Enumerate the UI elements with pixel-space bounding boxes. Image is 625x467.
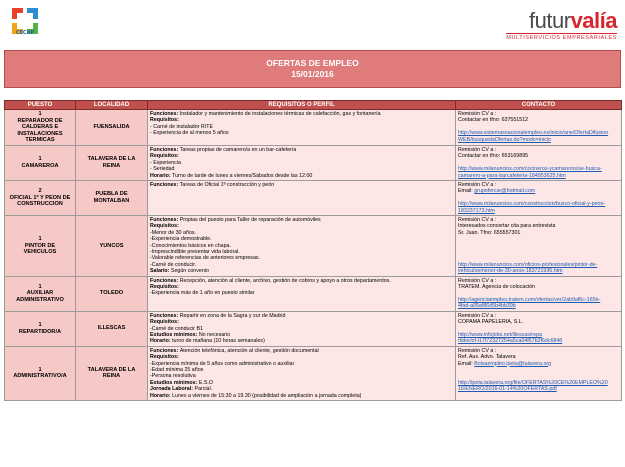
puesto-cell-line: 1 <box>38 366 42 373</box>
field-label: Requisitos: <box>150 319 179 326</box>
puesto-cell <box>5 216 76 277</box>
puesto-cell-line: CAMAREROA <box>21 162 59 169</box>
localidad-cell-line: TALAVERA DE LA <box>87 156 136 163</box>
table-row <box>5 110 622 146</box>
contact-text: Email: <box>458 188 475 195</box>
localidad-cell <box>76 216 148 277</box>
puesto-cell <box>5 181 76 216</box>
table-row <box>5 216 622 277</box>
field-value: Lunes a viernes de 15:30 a 19.30 (posibilidad de ampliación a jornada completa) <box>172 392 362 399</box>
field-label: Horario: <box>150 392 173 399</box>
field-value: turno de mañana (10 horas semanales) <box>172 338 265 345</box>
field-value: Según convenio <box>170 268 209 275</box>
field-value: Recepción, atención al cliente, archivo, gestión de cobros y apoyo a otros departamentos. <box>179 277 391 284</box>
field-value: Turno de tarde de lunes a viernes/Sábados desde las 12:00 <box>172 172 313 179</box>
requisitos-line <box>150 130 453 136</box>
column-header: LOCALIDAD <box>76 101 148 110</box>
puesto-cell-line: INSTALACIONES <box>17 130 63 137</box>
field-value: -Experiencia demostrable. <box>150 236 212 243</box>
offer-link-text[interactable]: 16/ENERO/2016-01-14%20OFERTAS.pdf <box>458 386 557 393</box>
field-label: Estudios mínimos: <box>150 379 199 386</box>
puesto-cell-line: 1 <box>38 111 42 117</box>
offer-link-text[interactable]: 183237173.htm <box>458 207 495 214</box>
contact-text: Remisión CV a : <box>458 277 497 284</box>
offer-link[interactable] <box>458 303 619 309</box>
field-value: -Imprescindible presentar vida laboral. <box>150 249 240 256</box>
contact-text: Remisión CV a : <box>458 111 497 117</box>
logo-word-part2: valía <box>570 8 617 33</box>
puesto-cell <box>5 311 76 346</box>
requisitos-cell <box>148 311 456 346</box>
contacto-cell <box>456 346 622 400</box>
field-value: -Edad mínima 25 años <box>150 366 204 373</box>
localidad-cell-line: REINA <box>102 162 121 169</box>
contacto-cell <box>456 311 622 346</box>
field-label: Requisitos: <box>150 354 179 361</box>
offer-link-text[interactable]: http://agenciaempleo.tratem.com/ofertas/ver/2ab9af6c-165b- <box>458 296 601 303</box>
localidad-cell <box>76 181 148 216</box>
field-value: Propias del puesto para Taller de reparación de automóviles <box>179 217 321 224</box>
contacto-cell <box>456 181 622 216</box>
field-value: - Carné de instalador RITE <box>150 123 214 130</box>
localidad-cell <box>76 276 148 311</box>
contact-text: Contactar en tfno: 653169895 <box>458 153 529 160</box>
puesto-cell-line: REPARADOR DE <box>17 117 63 124</box>
puesto-cell <box>5 110 76 146</box>
field-value: No necesario <box>198 331 231 338</box>
field-label: Funciones: <box>150 217 180 224</box>
table-row <box>5 311 622 346</box>
contact-text: Email: <box>458 360 475 367</box>
requisitos-line <box>150 268 453 274</box>
puesto-cell-line: REPARTIDOR/A <box>18 328 62 335</box>
offer-link-text[interactable]: http://ipeta.talavera.org/file/OFERTAS%20CE%20EMPLEO%20 <box>458 379 608 386</box>
field-value: Atención telefónica, atención al cliente, gestión documental <box>179 347 319 354</box>
field-label: Funciones: <box>150 277 180 284</box>
requisitos-line <box>150 338 453 344</box>
offer-link-text[interactable]: http://www.infojobs.net/illescas/repa <box>458 331 542 338</box>
futurvalia-logo <box>506 10 617 41</box>
field-label: Funciones: <box>150 111 180 117</box>
contacto-cell <box>456 216 622 277</box>
table-row <box>5 276 622 311</box>
contacto-cell <box>456 110 622 146</box>
localidad-cell-line: REINA <box>102 373 121 380</box>
localidad-cell-line: MONTALBÁN <box>93 198 130 204</box>
field-value: -Carné de conducir B1 <box>150 325 203 332</box>
puesto-cell <box>5 145 76 180</box>
offer-link-text[interactable]: WEB/busquedaOfertas.do?modo=inicio <box>458 136 551 143</box>
field-value: -Experiencia más de 1 año en puesto similar <box>150 290 255 297</box>
contact-text: Remisión CV a : <box>458 146 497 153</box>
requisitos-cell <box>148 276 456 311</box>
column-header: CONTACTO <box>456 101 622 110</box>
contact-text: Remisión CV a : <box>458 182 497 188</box>
localidad-cell-line: ILLESCAS <box>97 325 126 332</box>
field-value: - Experiencia de al menos 5 años <box>150 130 229 137</box>
field-label: Jornada Laboral: <box>150 386 195 393</box>
field-label: Salario: <box>150 268 171 275</box>
field-value: Parcial. <box>194 386 213 393</box>
offer-link-text[interactable]: camarero-a-para-barcafeteria-184953625.htm <box>458 172 566 179</box>
requisitos-line <box>150 290 453 296</box>
puesto-cell-line: TÉRMICAS <box>25 137 55 144</box>
offer-link[interactable] <box>458 386 619 392</box>
puesto-cell-line: 1 <box>38 283 42 290</box>
localidad-cell-line: TALAVERA DE LA <box>87 366 136 373</box>
requisitos-cell <box>148 346 456 400</box>
field-label: Requisitos: <box>150 284 179 291</box>
contacto-cell <box>456 276 622 311</box>
requisitos-cell <box>148 145 456 180</box>
offer-link-text[interactable]: 4fad-a05af86d5b4bb39b <box>458 303 516 310</box>
field-value: -Persona resolutiva <box>150 373 196 380</box>
puesto-cell <box>5 276 76 311</box>
contact-text: TRATEM. Agencia de colocación <box>458 284 536 291</box>
email-link[interactable]: Bolsaempleo.ipeta@talavera.org <box>474 360 552 367</box>
requisitos-cell <box>148 216 456 277</box>
localidad-cell <box>76 346 148 400</box>
offer-link[interactable] <box>458 338 619 344</box>
offers-table <box>4 100 622 401</box>
field-value: -Experiencia mínima de 5 años como administrativo o auxiliar <box>150 360 295 367</box>
field-label: Horario: <box>150 172 173 179</box>
field-label: Horario: <box>150 338 173 345</box>
field-value: Tareas de Oficial 1ª construcción y peón <box>179 182 275 188</box>
offer-link-text[interactable]: vehiculoemenor-de-30-anos-183721936.htm <box>458 268 563 275</box>
field-label: Funciones: <box>150 146 180 153</box>
puesto-cell-line: CALDERAS E <box>21 124 59 131</box>
field-value: -Carné de conducir. <box>150 261 197 268</box>
field-label: Estudios mínimos: <box>150 331 199 338</box>
table-row <box>5 145 622 180</box>
localidad-cell <box>76 145 148 180</box>
field-label: Funciones: <box>150 182 180 188</box>
offer-link-text[interactable]: http://www.milanuncios.com/oficios-profesionales/pintor-de- <box>458 261 598 268</box>
localidad-cell-line: FUENSALIDA <box>93 124 130 131</box>
table-header-row <box>5 101 622 110</box>
offer-link[interactable] <box>458 208 619 214</box>
requisitos-line <box>150 173 453 179</box>
field-value: -Conocimientos básicos en chapa. <box>150 242 231 249</box>
puesto-cell-line: 1 <box>38 322 42 329</box>
field-label: Requisitos: <box>150 117 179 124</box>
requisitos-line <box>150 182 453 188</box>
field-value: -Valorable referencias de anteriores empresas. <box>150 255 261 262</box>
field-label: Requisitos: <box>150 153 179 160</box>
field-value: Repartir en zona de la Sagra y sur de Madrid <box>179 312 286 319</box>
offer-link[interactable] <box>458 137 619 143</box>
field-value: Tareas propias de camarero/a en un bar-cafetería <box>179 146 297 153</box>
puesto-cell-line: AUXILIAR <box>26 290 54 297</box>
field-label: Funciones: <box>150 347 180 354</box>
offer-link-text[interactable]: rtidor/of-i17f72327254a5ca04f67b3f6dc6848 <box>458 338 563 345</box>
puesto-cell-line: 2 <box>38 188 42 195</box>
puesto-cell-line: 1 <box>38 156 42 163</box>
localidad-cell <box>76 110 148 146</box>
puesto-cell-line: PINTOR DE <box>24 242 56 249</box>
contact-text: Remisión CV a : <box>458 217 497 224</box>
title-band <box>4 50 621 88</box>
cecap-logo-text: CECAP <box>15 30 35 36</box>
field-value: -Menor de 30 años. <box>150 229 196 236</box>
offer-link-text[interactable]: http://www.sistemasnacionalempleo.es/inicio/ane/OfertaDifusion <box>458 130 609 137</box>
field-value: - Seriedad <box>150 166 175 173</box>
field-value: E.S.O <box>198 379 213 386</box>
field-value: - Experiencia <box>150 159 181 166</box>
email-link[interactable]: grupofercar@hotmail.com <box>474 188 536 195</box>
table-row <box>5 346 622 400</box>
contacto-cell <box>456 145 622 180</box>
puesto-cell-line: VEHÍCULOS <box>23 249 57 256</box>
field-label: Funciones: <box>150 312 180 319</box>
logo-tagline: MULTISERVICIOS EMPRESARIALES <box>506 35 617 41</box>
localidad-cell <box>76 311 148 346</box>
contact-text: Interesados concertar cita para entrevista <box>458 223 556 230</box>
localidad-cell-line: TOLEDO <box>99 290 124 297</box>
puesto-cell-line: CONSTRUCCIÓN <box>17 201 63 208</box>
puesto-cell-line: OFICIAL 1º Y PEÓN DE <box>9 194 71 201</box>
requisitos-cell <box>148 110 456 146</box>
puesto-cell-line: ADMINISTRATIVO/A <box>13 373 67 380</box>
requisitos-cell <box>148 181 456 216</box>
requisitos-line <box>150 393 453 399</box>
contact-text: COPAMA PAPELERÍA, S.L. <box>458 319 524 326</box>
contact-text: Remisión CV a : <box>458 312 497 319</box>
localidad-cell-line: YUNCOS <box>99 242 124 249</box>
table-row <box>5 181 622 216</box>
puesto-cell <box>5 346 76 400</box>
offer-link[interactable] <box>458 268 619 274</box>
column-header: REQUISITOS O PERFIL <box>148 101 456 110</box>
field-value: Instalador y mantenimiento de instalaciones térmicas de calefacción, gas y fontanería <box>179 111 381 117</box>
column-header: PUESTO <box>5 101 76 110</box>
offer-link-text[interactable]: http://www.milanuncios.com/cocineros-ycamareros/se-busca- <box>458 166 602 173</box>
logo-word-part1: futur <box>529 8 571 33</box>
contact-text: Contactar en tfno: 637551512 <box>458 117 529 124</box>
page-title: OFERTAS DE EMPLEO <box>266 58 359 68</box>
contact-text: Ref. Aux. Advo. Talavera <box>458 354 516 361</box>
localidad-cell-line: PUEBLA DE <box>95 191 128 198</box>
field-label: Requisitos: <box>150 223 179 230</box>
contact-text: Sr. Juan. Tfno: 655557301 <box>458 229 521 236</box>
page-date: 15/01/2016 <box>291 69 334 79</box>
puesto-cell-line: ADMINISTRATIVO <box>16 296 64 303</box>
contact-text: Remisión CV a : <box>458 347 497 354</box>
offer-link[interactable] <box>458 173 619 179</box>
puesto-cell-line: 1 <box>38 235 42 242</box>
offer-link-text[interactable]: http://www.milanuncios.com/construccion/busco-oficial-y-peon- <box>458 201 606 208</box>
